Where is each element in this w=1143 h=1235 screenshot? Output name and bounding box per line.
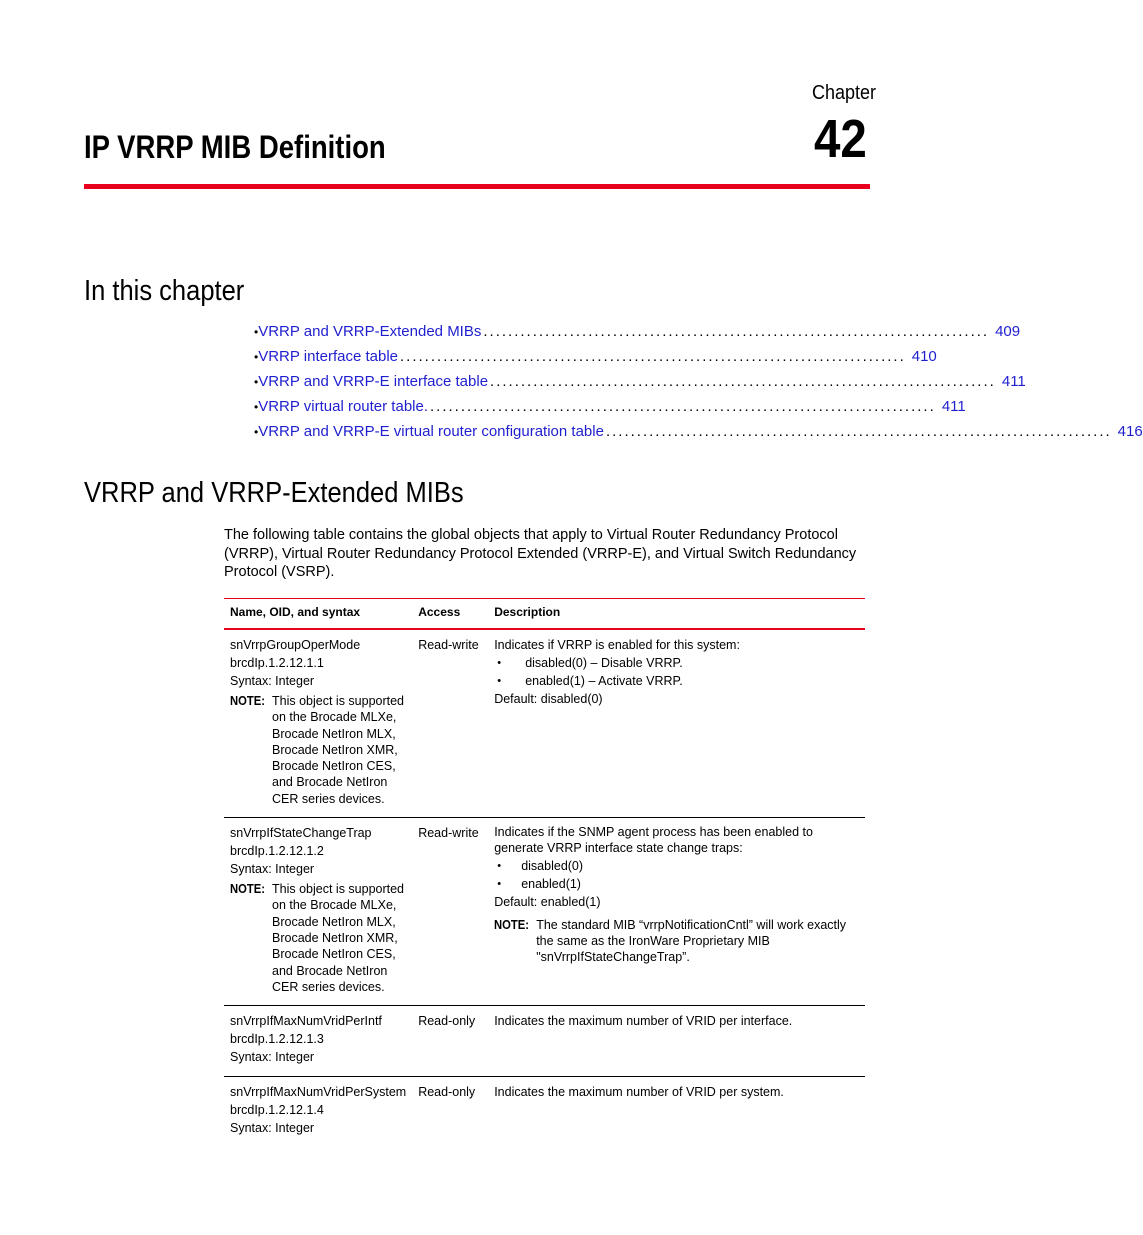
bullet-icon: • (254, 350, 259, 364)
chapter-title: IP VRRP MIB Definition (84, 129, 386, 165)
access-cell: Read-only (412, 1006, 488, 1077)
mib-table (224, 598, 865, 1147)
toc-link[interactable]: VRRP and VRRP-E virtual router configuration table (258, 423, 604, 440)
toc-link[interactable]: VRRP interface table (258, 348, 399, 365)
note (230, 881, 406, 995)
note-label: NOTE: (230, 694, 266, 708)
chapter-label: Chapter (812, 82, 877, 104)
header-access: Access (412, 599, 488, 630)
bullet-icon: • (254, 375, 259, 389)
table-header-row (224, 599, 865, 630)
bullet-icon: • (254, 425, 259, 439)
description-text: Indicates if the SNMP agent process has been enabled to generate VRRP interface state change traps: (494, 825, 813, 856)
bullet-icon: • (254, 325, 259, 339)
toc-page[interactable]: 411 (941, 398, 966, 415)
toc-link[interactable]: VRRP and VRRP-E interface table (258, 373, 489, 390)
toc-item[interactable]: • VRRP interface table .................................................................................. 410 (254, 348, 937, 365)
section-heading: VRRP and VRRP-Extended MIBs (84, 477, 464, 509)
object-name: snVrrpIfMaxNumVridPerIntf (230, 1014, 382, 1029)
list-item: • enabled(1) – Activate VRRP. (494, 672, 859, 690)
chapter-number: 42 (814, 109, 867, 169)
default-value: Default: disabled(0) (494, 692, 603, 706)
toc-item[interactable]: • VRRP and VRRP-Extended MIBs .................................................................................. 409 (254, 323, 1021, 340)
description-cell: Indicates the maximum number of VRID per system. (494, 1085, 784, 1100)
description-cell (488, 629, 865, 818)
name-cell (224, 1006, 412, 1077)
object-oid: brcdIp.1.2.12.1.2 (230, 844, 324, 859)
name-cell (224, 1077, 412, 1148)
description-cell: Indicates the maximum number of VRID per interface. (488, 1006, 865, 1077)
toc-page[interactable]: 411 (1001, 373, 1026, 390)
toc-link[interactable]: VRRP virtual router table. (258, 398, 429, 415)
object-syntax: Syntax: Integer (230, 1050, 315, 1065)
toc-heading: In this chapter (84, 275, 245, 307)
access-cell: Read-write (412, 629, 488, 818)
list-item: • disabled(0) (494, 857, 859, 875)
object-name: snVrrpIfMaxNumVridPerSystem (230, 1085, 407, 1100)
toc-list (254, 322, 1143, 447)
note-label: NOTE: (494, 917, 530, 932)
toc-item[interactable]: • VRRP and VRRP-E virtual router configuration table .................................................................................. 416 (254, 423, 1143, 440)
bullet-list (494, 857, 859, 893)
table-row (224, 1077, 865, 1148)
toc-item[interactable]: • VRRP and VRRP-E interface table .................................................................................. 411 (254, 373, 1026, 390)
name-cell (224, 629, 412, 818)
table-row (224, 1006, 865, 1077)
header-description: Description (488, 599, 865, 630)
object-name: snVrrpGroupOperMode (230, 638, 361, 652)
bullet-icon: • (497, 877, 502, 890)
bullet-list (494, 654, 859, 690)
bullet-icon: • (254, 400, 259, 414)
object-name: snVrrpIfStateChangeTrap (230, 826, 372, 841)
name-cell (224, 818, 412, 1006)
bullet-icon: • (497, 657, 502, 669)
object-oid: brcdIp.1.2.12.1.4 (230, 1103, 324, 1118)
toc-page[interactable]: 416 (1117, 423, 1143, 440)
note (230, 693, 406, 807)
list-item: • disabled(0) – Disable VRRP. (494, 654, 859, 672)
note-label: NOTE: (230, 882, 266, 897)
table-row (224, 818, 865, 1006)
table-row (224, 629, 865, 818)
list-item: • enabled(1) (494, 875, 859, 893)
access-cell: Read-write (412, 818, 488, 1006)
description-cell (488, 818, 865, 1006)
toc-page[interactable]: 410 (911, 348, 937, 365)
object-syntax: Syntax: Integer (230, 1121, 315, 1136)
section-intro: The following table contains the global objects that apply to Virtual Router Redundancy Protocol (VRRP), Virtual Router Redundancy Protocol Extended (VRRP-E), and Virtual Switch Redundancy Protocol (VSRP). (224, 527, 857, 580)
note-text: The standard MIB “vrrpNotificationCntl” will work exactly the same as the IronWare Proprietary MIB "snVrrpIfStateChangeTrap”. (536, 917, 847, 965)
object-syntax: Syntax: Integer (230, 674, 315, 688)
note (494, 917, 859, 966)
toc-page[interactable]: 409 (995, 323, 1021, 340)
bullet-icon: • (497, 675, 502, 687)
object-oid: brcdIp.1.2.12.1.1 (230, 656, 324, 670)
title-rule (84, 184, 870, 189)
object-oid: brcdIp.1.2.12.1.3 (230, 1032, 324, 1047)
default-value: Default: enabled(1) (494, 894, 601, 909)
note-text: This object is supported on the Brocade MLXe, Brocade NetIron MLX, Brocade NetIron XMR, Brocade NetIron CES, and Brocade NetIron CER series devices. (272, 694, 405, 806)
object-syntax: Syntax: Integer (230, 862, 315, 877)
bullet-icon: • (497, 859, 502, 872)
description-text: Indicates if VRRP is enabled for this system: (494, 638, 740, 652)
access-cell: Read-only (418, 1085, 476, 1100)
note-text: This object is supported on the Brocade MLXe, Brocade NetIron MLX, Brocade NetIron XMR, Brocade NetIron CES, and Brocade NetIron CER series devices. (272, 882, 405, 994)
toc-item[interactable]: • VRRP virtual router table. .................................................................................. 411 (254, 398, 966, 415)
header-name: Name, OID, and syntax (224, 599, 412, 630)
toc-link[interactable]: VRRP and VRRP-Extended MIBs (258, 323, 482, 340)
